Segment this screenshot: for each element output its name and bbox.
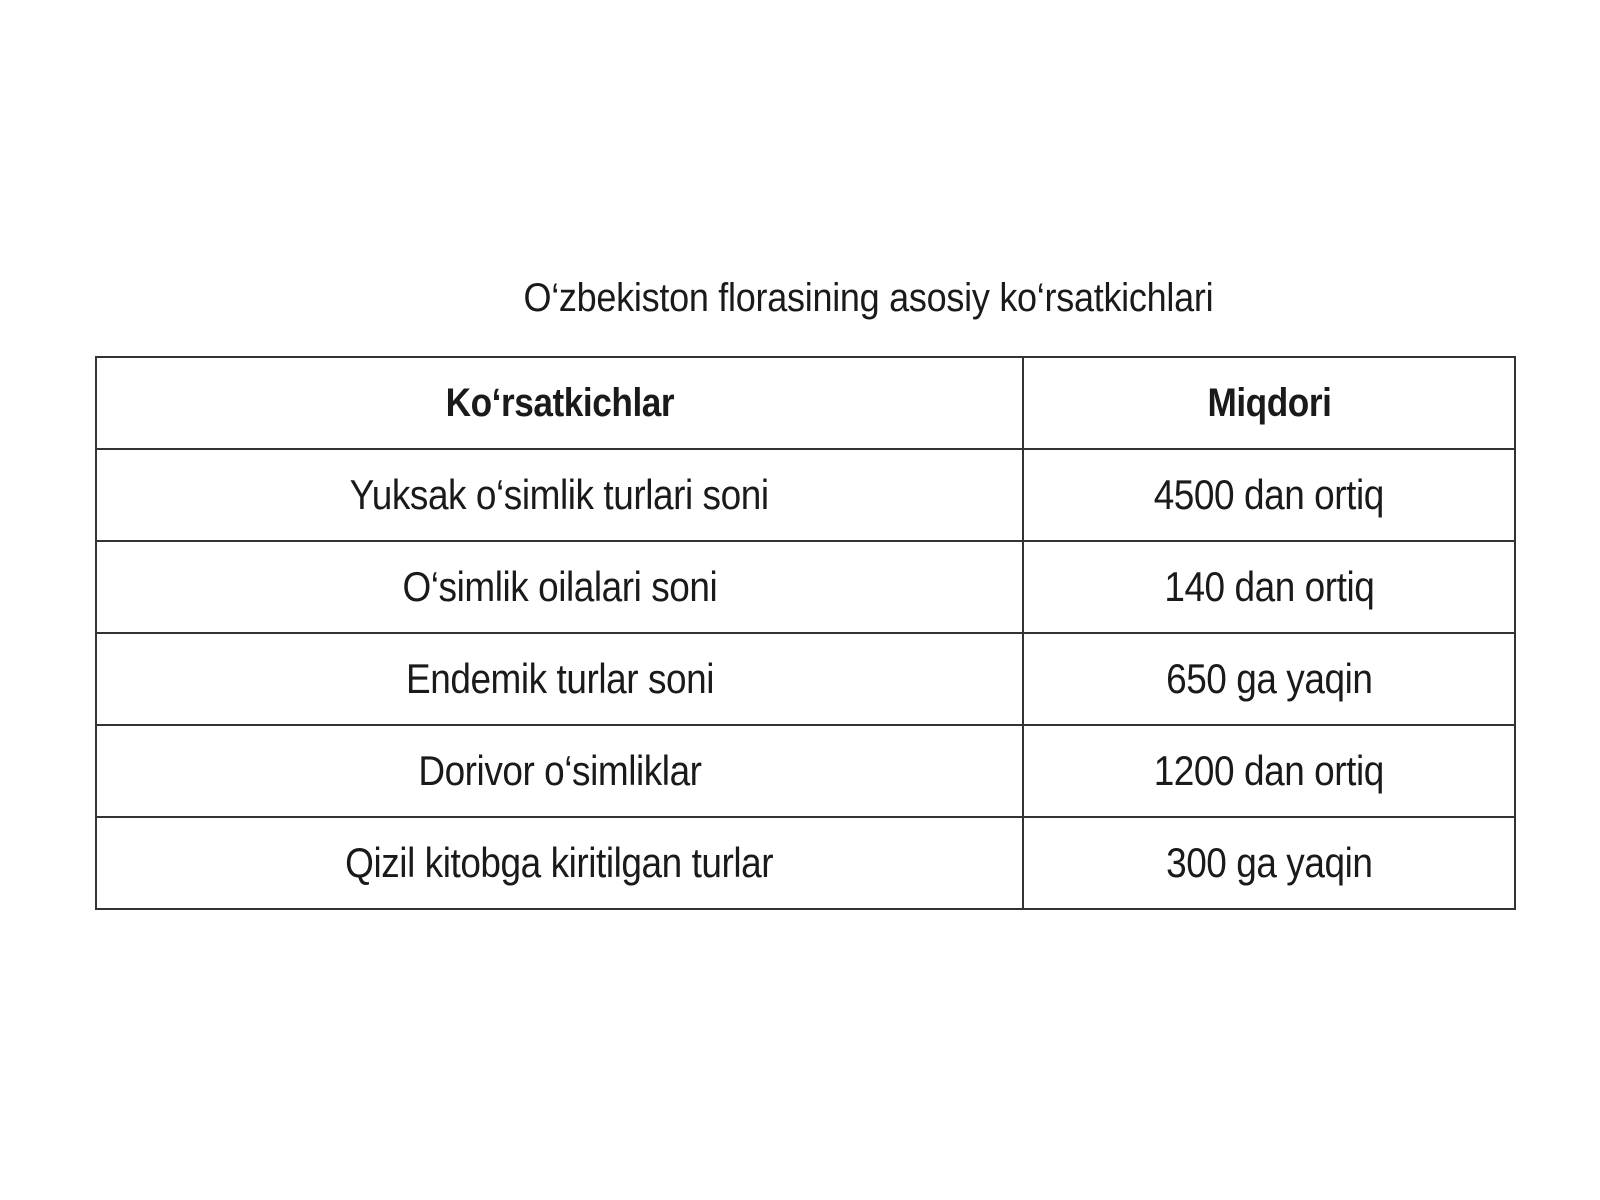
header-amount: Miqdori [1023, 357, 1515, 449]
table-title [80, 272, 1520, 324]
table-row [96, 725, 1515, 817]
amount-cell: 1200 dan ortiq [1023, 725, 1515, 817]
indicator-cell: Endemik turlar soni [96, 633, 1023, 725]
indicator-cell: O‘simlik oilalari soni [96, 541, 1023, 633]
amount-cell: 650 ga yaqin [1023, 633, 1515, 725]
table-row [96, 633, 1515, 725]
indicator-cell: Dorivor o‘simliklar [96, 725, 1023, 817]
indicator-cell: Yuksak o‘simlik turlari soni [96, 449, 1023, 541]
amount-cell: 4500 dan ortiq [1023, 449, 1515, 541]
flora-indicators-table [95, 356, 1516, 910]
table-row [96, 817, 1515, 909]
indicator-cell: Qizil kitobga kiritilgan turlar [96, 817, 1023, 909]
amount-cell: 300 ga yaqin [1023, 817, 1515, 909]
amount-cell: 140 dan ortiq [1023, 541, 1515, 633]
table-title-text: O‘zbekiston florasining asosiy ko‘rsatkichlari [523, 276, 1214, 320]
table-row [96, 541, 1515, 633]
table-row [96, 449, 1515, 541]
table-header-row [96, 357, 1515, 449]
header-indicators: Ko‘rsatkichlar [96, 357, 1023, 449]
